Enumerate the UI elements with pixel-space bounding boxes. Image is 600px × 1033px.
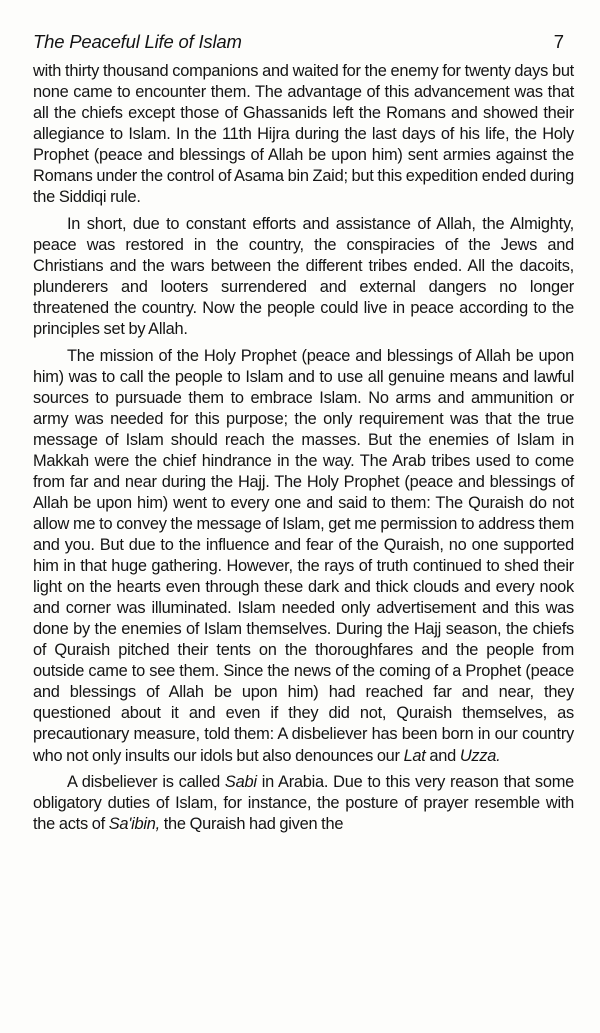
- text-run: the Quraish had given the: [159, 815, 344, 834]
- running-header: [33, 31, 564, 55]
- italic-term: Lat: [403, 746, 426, 765]
- text-run: and: [425, 746, 460, 765]
- paragraph: [33, 214, 574, 340]
- paragraph: [33, 61, 574, 208]
- text-run: with thirty thousand companions and waited for the enemy for twenty days but none came to encounter them. The advantage of this advancement was that all the chiefs except those of Ghassanids left the Romans and showed their allegiance to Islam. In the 11th Hijra during the last days of his life, the Holy Prophet (peace and blessings of Allah be upon him) sent armies against the Romans under the control of Asama bin Zaid; but this expedition ended during the Siddiqi rule.: [33, 62, 574, 207]
- italic-term: Uzza.: [459, 746, 501, 765]
- italic-term: Sabi: [224, 773, 257, 792]
- body-text: [33, 61, 574, 835]
- running-title: The Peaceful Life of Islam: [33, 31, 242, 52]
- italic-term: Sa'ibin,: [108, 815, 160, 834]
- text-run: A disbeliever is called: [67, 773, 225, 792]
- paragraph: [33, 346, 574, 767]
- text-run: in Arabia. Due to this very reason that some obligatory duties of Islam, for instance, the posture of prayer resemble with the acts of: [33, 773, 574, 834]
- text-run: In short, due to constant efforts and assistance of Allah, the Almighty, peace was restored in the country, the conspiracies of the Jews and Christians and the wars between the different tribes ended. All the dacoits, plunderers and looters surrendered and external dangers no longer threatened the country. Now the people could live in peace according to the principles set by Allah.: [33, 214, 574, 339]
- text-run: The mission of the Holy Prophet (peace and blessings of Allah be upon him) was to call the people to Islam and to use all genuine means and lawful sources to pursuade them to embrace Islam. No arms and ammunition or army was needed for this purpose; the only requirement was that the true message of Islam should reach the masses. But the enemies of Islam in Makkah were the chief hindrance in the way. The Arab tribes used to come from far and near during the Hajj. The Holy Prophet (peace and blessings of Allah be upon him) went to every one and said to them: The Quraish do not allow me to convey the message of Islam, get me permission to address them and you. But due to the influence and fear of the Quraish, no one supported him in that huge gathering. However, the rays of truth continued to shed their light on the hearts even through these dark and thick clouds and every nook and corner was illuminated. Islam needed only advertisement and this was done by the enemies of Islam themselves. During the Hajj season, the chiefs of Quraish pitched their tents on the thoroughfares and the people from outside came to see them. Since the news of the coming of a Prophet (peace and blessings of Allah be upon him) had reached far and near, they questioned about it and even if they did not, Quraish themselves, as precautionary measure, told them: A disbeliever has been born in our country who not only insults our idols but also denounces our: [33, 346, 574, 765]
- paragraph: [33, 772, 574, 835]
- page-number: 7: [553, 31, 564, 52]
